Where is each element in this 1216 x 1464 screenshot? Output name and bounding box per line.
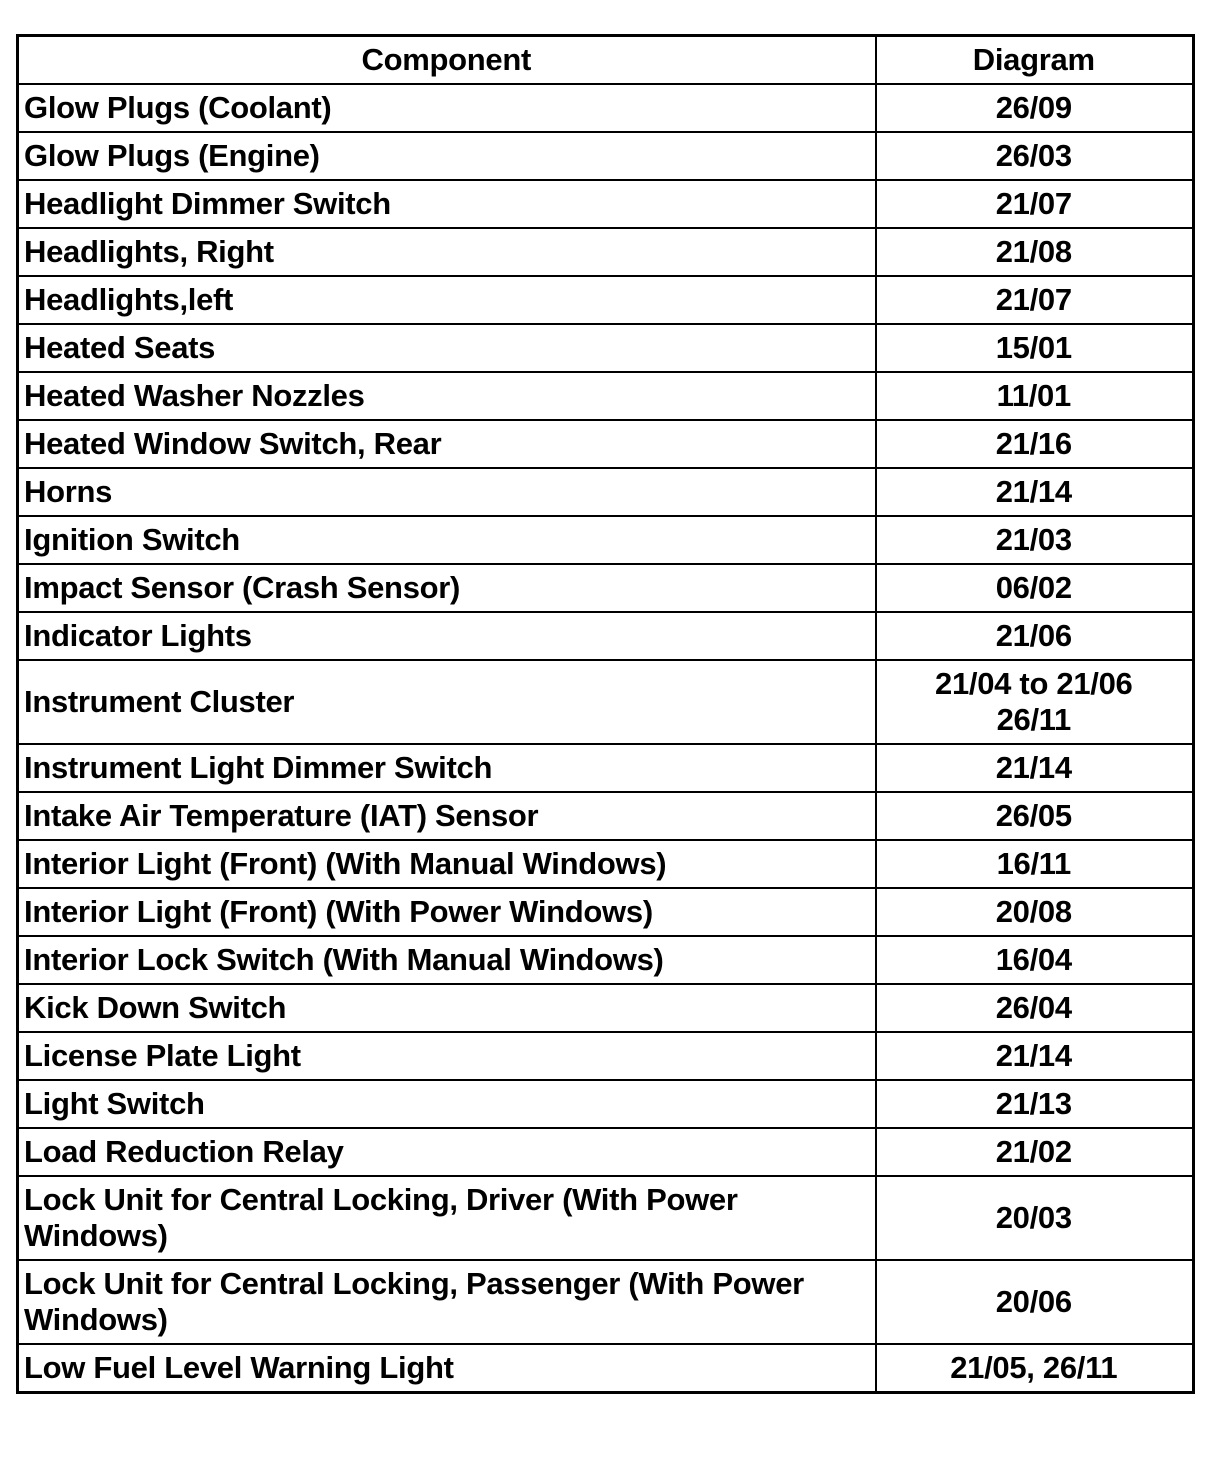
diagram-cell bbox=[876, 1128, 1194, 1176]
table-row bbox=[18, 468, 1194, 516]
diagram-ref: 21/04 to 21/06 bbox=[935, 666, 1133, 701]
diagram-ref: 06/02 bbox=[995, 570, 1072, 605]
diagram-cell bbox=[876, 888, 1194, 936]
diagram-cell bbox=[876, 180, 1194, 228]
table-row bbox=[18, 84, 1194, 132]
component-cell: Heated Window Switch, Rear bbox=[18, 420, 876, 468]
diagram-ref: 21/02 bbox=[995, 1134, 1072, 1169]
component-cell: Glow Plugs (Coolant) bbox=[18, 84, 876, 132]
component-cell: Headlight Dimmer Switch bbox=[18, 180, 876, 228]
component-cell: Interior Light (Front) (With Manual Windows) bbox=[18, 840, 876, 888]
table-row bbox=[18, 888, 1194, 936]
diagram-ref: 20/08 bbox=[995, 894, 1072, 929]
diagram-ref: 21/03 bbox=[995, 522, 1072, 557]
component-cell: Kick Down Switch bbox=[18, 984, 876, 1032]
table-row bbox=[18, 936, 1194, 984]
component-cell: Headlights,left bbox=[18, 276, 876, 324]
component-cell: Load Reduction Relay bbox=[18, 1128, 876, 1176]
diagram-cell bbox=[876, 1080, 1194, 1128]
component-cell: Lock Unit for Central Locking, Driver (With Power Windows) bbox=[18, 1176, 876, 1260]
diagram-cell bbox=[876, 744, 1194, 792]
diagram-ref: 20/06 bbox=[995, 1284, 1072, 1319]
component-cell: Lock Unit for Central Locking, Passenger (With Power Windows) bbox=[18, 1260, 876, 1344]
table-row bbox=[18, 1128, 1194, 1176]
diagram-cell bbox=[876, 936, 1194, 984]
diagram-ref: 21/06 bbox=[995, 618, 1072, 653]
diagram-cell bbox=[876, 1032, 1194, 1080]
diagram-ref: 26/09 bbox=[995, 90, 1072, 125]
component-diagram-table-container bbox=[16, 34, 1192, 1394]
table-row bbox=[18, 1344, 1194, 1393]
diagram-ref: 21/07 bbox=[995, 282, 1072, 317]
diagram-cell bbox=[876, 420, 1194, 468]
diagram-ref: 21/14 bbox=[995, 474, 1072, 509]
diagram-cell bbox=[876, 276, 1194, 324]
component-cell: Intake Air Temperature (IAT) Sensor bbox=[18, 792, 876, 840]
diagram-cell bbox=[876, 132, 1194, 180]
diagram-cell bbox=[876, 564, 1194, 612]
diagram-ref: 26/11 bbox=[996, 702, 1071, 737]
component-cell: Indicator Lights bbox=[18, 612, 876, 660]
table-row bbox=[18, 1260, 1194, 1344]
component-diagram-table bbox=[16, 34, 1195, 1394]
table-row bbox=[18, 1080, 1194, 1128]
table-row bbox=[18, 180, 1194, 228]
component-cell: Heated Washer Nozzles bbox=[18, 372, 876, 420]
diagram-ref: 21/08 bbox=[995, 234, 1072, 269]
diagram-ref: 21/05, 26/11 bbox=[950, 1350, 1118, 1385]
table-row bbox=[18, 660, 1194, 744]
diagram-ref: 26/03 bbox=[995, 138, 1072, 173]
diagram-ref: 21/14 bbox=[995, 750, 1072, 785]
diagram-cell bbox=[876, 612, 1194, 660]
table-row bbox=[18, 132, 1194, 180]
table-row bbox=[18, 420, 1194, 468]
table-row bbox=[18, 276, 1194, 324]
table-header-row bbox=[18, 36, 1194, 85]
diagram-ref: 26/04 bbox=[995, 990, 1072, 1025]
table-row bbox=[18, 324, 1194, 372]
diagram-ref: 21/13 bbox=[995, 1086, 1072, 1121]
diagram-cell bbox=[876, 1260, 1194, 1344]
component-cell: License Plate Light bbox=[18, 1032, 876, 1080]
diagram-ref: 26/05 bbox=[995, 798, 1072, 833]
diagram-ref: 20/03 bbox=[995, 1200, 1072, 1235]
table-row bbox=[18, 840, 1194, 888]
component-cell: Headlights, Right bbox=[18, 228, 876, 276]
table-row bbox=[18, 1176, 1194, 1260]
diagram-cell bbox=[876, 1344, 1194, 1393]
component-cell: Horns bbox=[18, 468, 876, 516]
table-row bbox=[18, 612, 1194, 660]
diagram-cell bbox=[876, 516, 1194, 564]
component-cell: Heated Seats bbox=[18, 324, 876, 372]
diagram-cell bbox=[876, 840, 1194, 888]
diagram-ref: 16/11 bbox=[996, 846, 1071, 881]
component-cell: Interior Lock Switch (With Manual Windows) bbox=[18, 936, 876, 984]
table-row bbox=[18, 564, 1194, 612]
diagram-cell bbox=[876, 468, 1194, 516]
diagram-cell bbox=[876, 984, 1194, 1032]
diagram-ref: 21/16 bbox=[995, 426, 1072, 461]
table-row bbox=[18, 228, 1194, 276]
component-cell: Impact Sensor (Crash Sensor) bbox=[18, 564, 876, 612]
diagram-cell bbox=[876, 324, 1194, 372]
table-row bbox=[18, 1032, 1194, 1080]
table-row bbox=[18, 792, 1194, 840]
table-row bbox=[18, 516, 1194, 564]
diagram-ref: 11/01 bbox=[996, 378, 1071, 413]
component-cell: Interior Light (Front) (With Power Windows) bbox=[18, 888, 876, 936]
diagram-ref: 21/07 bbox=[995, 186, 1072, 221]
diagram-cell bbox=[876, 1176, 1194, 1260]
diagram-cell bbox=[876, 660, 1194, 744]
component-cell: Glow Plugs (Engine) bbox=[18, 132, 876, 180]
component-cell: Light Switch bbox=[18, 1080, 876, 1128]
table-row bbox=[18, 744, 1194, 792]
component-column-header: Component bbox=[18, 36, 876, 85]
diagram-ref: 16/04 bbox=[995, 942, 1072, 977]
table-body bbox=[18, 84, 1194, 1393]
diagram-cell bbox=[876, 84, 1194, 132]
component-cell: Instrument Light Dimmer Switch bbox=[18, 744, 876, 792]
diagram-column-header: Diagram bbox=[876, 36, 1194, 85]
diagram-cell bbox=[876, 228, 1194, 276]
component-cell: Low Fuel Level Warning Light bbox=[18, 1344, 876, 1393]
diagram-ref: 21/14 bbox=[995, 1038, 1072, 1073]
component-cell: Ignition Switch bbox=[18, 516, 876, 564]
component-cell: Instrument Cluster bbox=[18, 660, 876, 744]
table-row bbox=[18, 372, 1194, 420]
diagram-ref: 15/01 bbox=[995, 330, 1072, 365]
diagram-cell bbox=[876, 792, 1194, 840]
table-row bbox=[18, 984, 1194, 1032]
diagram-cell bbox=[876, 372, 1194, 420]
